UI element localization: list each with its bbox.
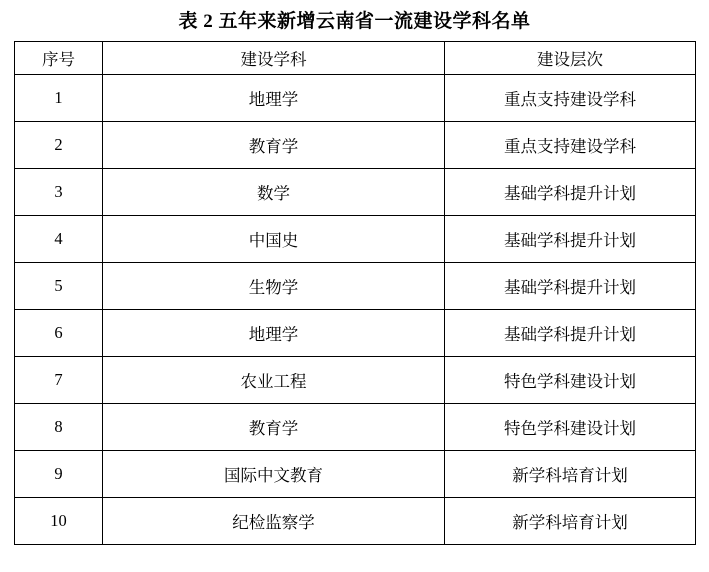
- cell-index: 1: [15, 75, 103, 122]
- column-header-level: 建设层次: [445, 42, 696, 75]
- cell-index: 6: [15, 310, 103, 357]
- discipline-table: [14, 41, 696, 545]
- table-row: [15, 75, 696, 122]
- table-container: [0, 41, 709, 545]
- table-row: [15, 263, 696, 310]
- cell-subject: 数学: [103, 169, 445, 216]
- table-row: [15, 216, 696, 263]
- table-row: [15, 122, 696, 169]
- cell-subject: 中国史: [103, 216, 445, 263]
- cell-index: 5: [15, 263, 103, 310]
- cell-subject: 地理学: [103, 310, 445, 357]
- cell-level: 特色学科建设计划: [445, 404, 696, 451]
- table-title: 表 2 五年来新增云南省一流建设学科名单: [178, 11, 531, 32]
- cell-level: 基础学科提升计划: [445, 263, 696, 310]
- column-header-subject: 建设学科: [103, 42, 445, 75]
- cell-index: 3: [15, 169, 103, 216]
- cell-subject: 教育学: [103, 404, 445, 451]
- cell-level: 基础学科提升计划: [445, 216, 696, 263]
- cell-level: 新学科培育计划: [445, 451, 696, 498]
- column-header-index: 序号: [15, 42, 103, 75]
- cell-index: 10: [15, 498, 103, 545]
- cell-index: 8: [15, 404, 103, 451]
- cell-index: 9: [15, 451, 103, 498]
- cell-level: 基础学科提升计划: [445, 169, 696, 216]
- table-header-row: [15, 42, 696, 75]
- table-row: [15, 169, 696, 216]
- cell-subject: 农业工程: [103, 357, 445, 404]
- cell-level: 重点支持建设学科: [445, 75, 696, 122]
- table-body: [15, 75, 696, 545]
- cell-index: 4: [15, 216, 103, 263]
- cell-level: 重点支持建设学科: [445, 122, 696, 169]
- table-row: [15, 498, 696, 545]
- cell-subject: 纪检监察学: [103, 498, 445, 545]
- table-row: [15, 404, 696, 451]
- table-row: [15, 310, 696, 357]
- cell-subject: 国际中文教育: [103, 451, 445, 498]
- cell-level: 特色学科建设计划: [445, 357, 696, 404]
- table-row: [15, 357, 696, 404]
- cell-index: 7: [15, 357, 103, 404]
- cell-index: 2: [15, 122, 103, 169]
- table-header: [15, 42, 696, 75]
- cell-subject: 地理学: [103, 75, 445, 122]
- cell-level: 基础学科提升计划: [445, 310, 696, 357]
- cell-subject: 生物学: [103, 263, 445, 310]
- table-row: [15, 451, 696, 498]
- cell-subject: 教育学: [103, 122, 445, 169]
- cell-level: 新学科培育计划: [445, 498, 696, 545]
